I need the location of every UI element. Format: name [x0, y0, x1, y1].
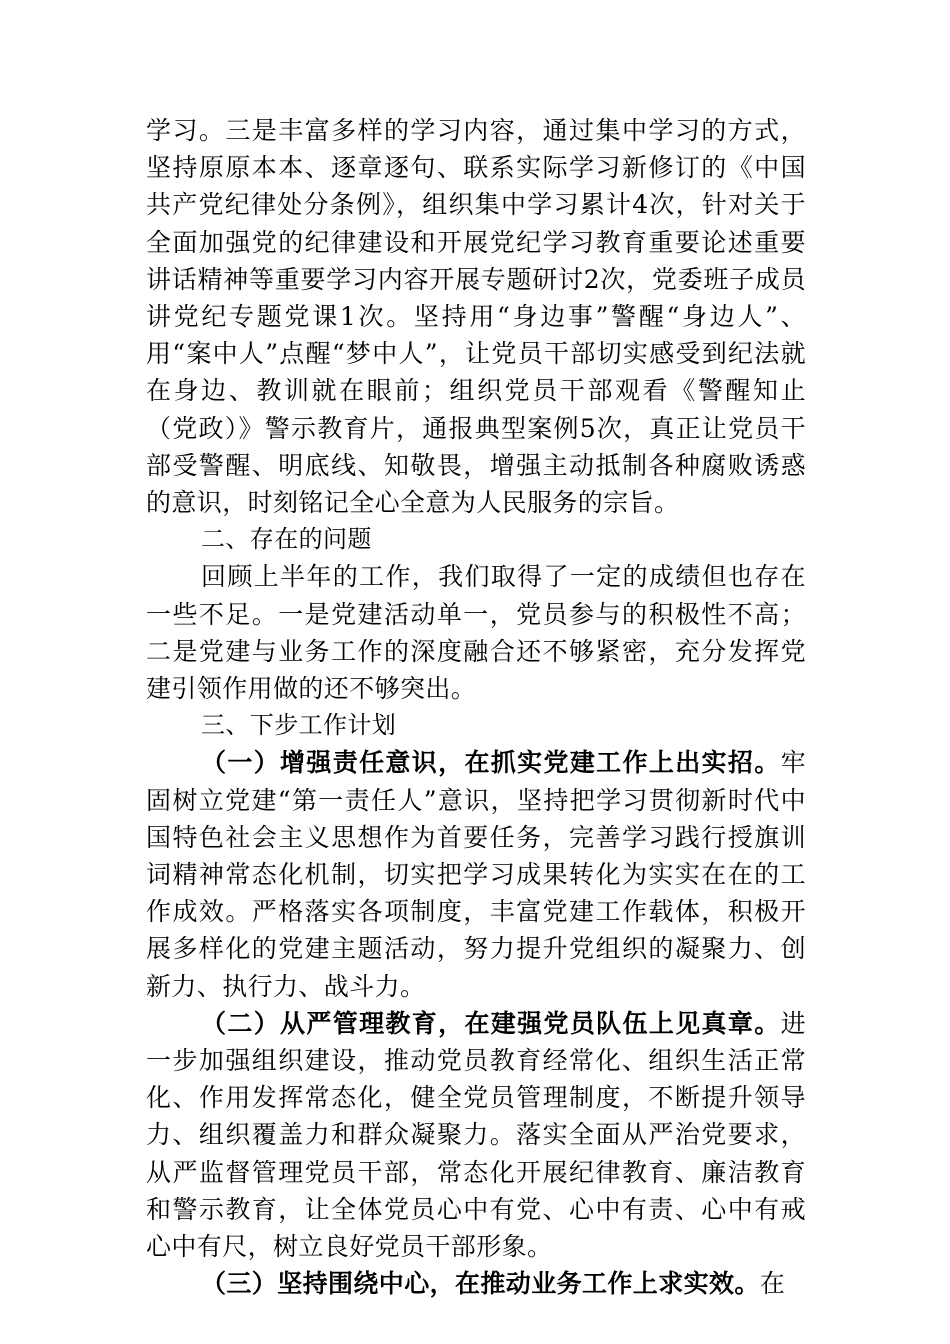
plan-item-3-body: 在 [759, 1269, 786, 1299]
plan-item-2 [146, 1005, 806, 1265]
plan-item-1 [146, 744, 806, 1004]
plan-item-2-lead: （二）从严管理教育，在建强党员队伍上见真章。 [201, 1008, 781, 1038]
paragraph-problems: 回顾上半年的工作，我们取得了一定的成绩但也存在一些不足。一是党建活动单一，党员参与的积极性不高；二是党建与业务工作的深度融合还不够紧密，充分发挥党建引领作用做的还不够突出。 [146, 562, 806, 704]
section-heading-next-plan: 三、下步工作计划 [201, 711, 397, 740]
plan-item-3 [146, 1265, 806, 1302]
section-heading-problems: 二、存在的问题 [201, 525, 372, 554]
plan-item-1-lead: （一）增强责任意识，在抓实党建工作上出实招。 [201, 748, 781, 778]
plan-item-2-body: 进一步加强组织建设，推动党员教育经常化、组织生活正常化、作用发挥常态化，健全党员管理制度，不断提升领导力、组织覆盖力和群众凝聚力。落实全面从严治党要求，从严监督管理党员干部，常态化开展纪律教育、廉洁教育和警示教育，让全体党员心中有党、心中有责、心中有戒心中有尺，树立良好党员干部形象。 [146, 1008, 806, 1262]
plan-item-1-body: 牢固树立党建“第一责任人”意识，坚持把学习贯彻新时代中国特色社会主义思想作为首要任务，完善学习践行授旗训词精神常态化机制，切实把学习成果转化为实实在在的工作成效。严格落实各项制度，丰富党建工作载体，积极开展多样化的党建主题活动，努力提升党组织的凝聚力、创新力、执行力、战斗力。 [146, 748, 806, 1001]
plan-item-3-lead: （三）坚持围绕中心，在推动业务工作上求实效。 [201, 1269, 760, 1299]
paragraph-study-content: 学习。三是丰富多样的学习内容，通过集中学习的方式，坚持原原本本、逐章逐句、联系实际学习新修订的《中国共产党纪律处分条例》，组织集中学习累计4次，针对关于全面加强党的纪律建设和开展党纪学习教育重要论述重要讲话精神等重要学习内容开展专题研讨2次，党委班子成员讲党纪专题党课1次。坚持用“身边事”警醒“身边人”、用“案中人”点醒“梦中人”，让党员干部切实感受到纪法就在身边、教训就在眼前；组织党员干部观看《警醒知止（党政）》警示教育片，通报典型案例5次，真正让党员干部受警醒、明底线、知敬畏，增强主动抵制各种腐败诱惑的意识，时刻铭记全心全意为人民服务的宗旨。 [146, 116, 806, 518]
document-page [146, 112, 806, 1302]
